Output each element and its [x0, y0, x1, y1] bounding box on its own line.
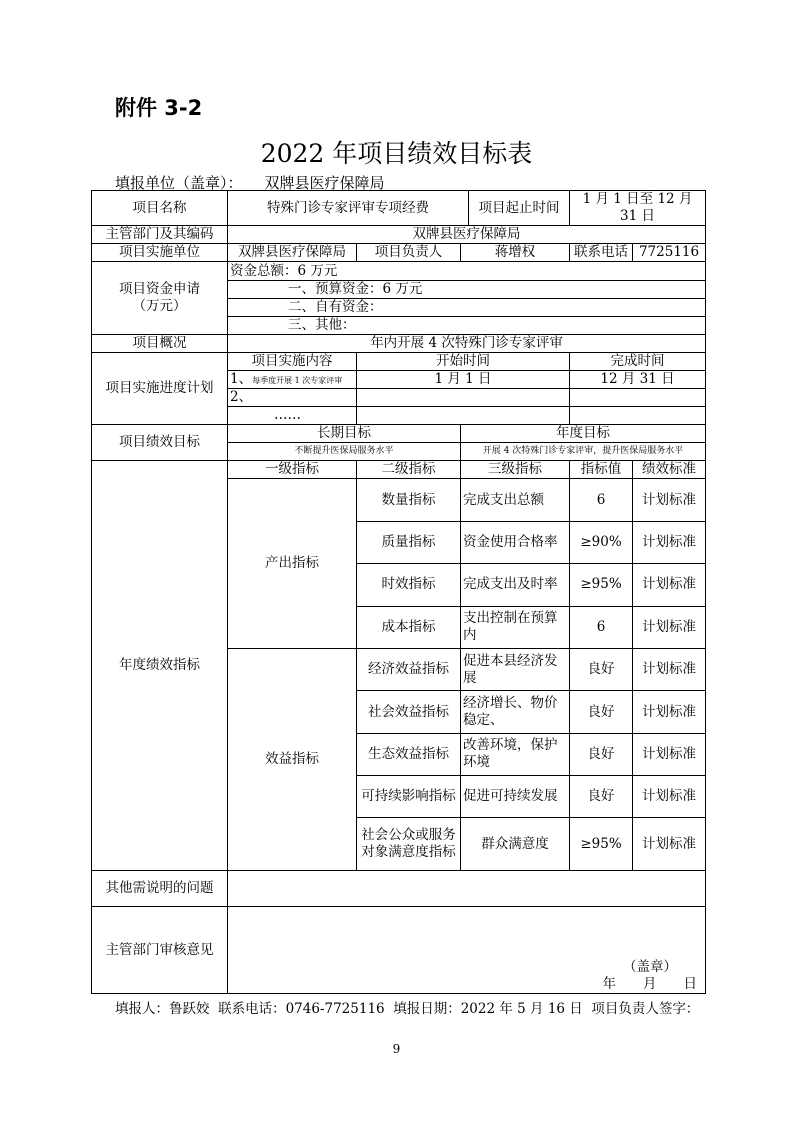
funds-label: 项目资金申请 （万元） — [92, 262, 228, 334]
funds-total: 资金总额：6 万元 — [228, 262, 706, 280]
ind-value: ≥95% — [570, 818, 633, 870]
ind-std: 计划标准 — [633, 564, 706, 606]
table-row — [92, 907, 706, 994]
funds-budget: 一、预算资金：6 万元 — [228, 280, 706, 298]
ind-l2: 生态效益指标 — [357, 733, 461, 775]
reporting-unit-value: 双牌县医疗保障局 — [264, 174, 385, 192]
ind-l2: 经济效益指标 — [357, 648, 461, 690]
overview-label: 项目概况 — [92, 334, 228, 352]
schedule-item-2: 2、 — [228, 388, 357, 406]
ind-head-l3: 三级指标 — [461, 461, 570, 479]
schedule-item-1-end: 12 月 31 日 — [570, 370, 706, 388]
footer-info: 填报人：鲁跃姣 联系电话：0746-7725116 填报日期：2022 年 5 月 16 日 项目负责人签字： — [115, 1001, 700, 1017]
ind-std: 计划标准 — [633, 818, 706, 870]
ind-head-value: 指标值 — [570, 461, 633, 479]
ind-l2: 可持续影响指标 — [357, 776, 461, 818]
date-note: 年 月 日 — [602, 976, 698, 993]
table-row — [92, 870, 706, 906]
ind-value: 6 — [570, 479, 633, 521]
ind-l2: 成本指标 — [357, 606, 461, 648]
page-number: 9 — [392, 1042, 401, 1056]
project-name-label: 项目名称 — [92, 191, 228, 226]
project-period: 1 月 1 日至 12 月 31 日 — [570, 191, 706, 226]
goals-year: 开展 4 次特殊门诊专家评审，提升医保局服务水平 — [461, 443, 706, 461]
ind-l2: 社会效益指标 — [357, 691, 461, 733]
overview: 年内开展 4 次特殊门诊专家评审 — [228, 334, 706, 352]
table-row — [92, 352, 706, 370]
schedule-head-end: 完成时间 — [570, 352, 706, 370]
ind-value: 6 — [570, 606, 633, 648]
schedule-item-1 — [228, 370, 357, 388]
schedule-item-2-end — [570, 388, 706, 406]
schedule-head-start: 开始时间 — [357, 352, 570, 370]
review-label: 主管部门审核意见 — [92, 907, 228, 994]
ind-l2: 质量指标 — [357, 521, 461, 563]
seal-note: （盖章） — [623, 959, 678, 976]
project-period-label: 项目起止时间 — [469, 191, 570, 226]
ind-head-std: 绩效标准 — [633, 461, 706, 479]
schedule-head-content: 项目实施内容 — [228, 352, 357, 370]
table-row — [92, 334, 706, 352]
phone-label: 联系电话 — [570, 244, 633, 262]
impl-unit-label: 项目实施单位 — [92, 244, 228, 262]
table-row — [92, 262, 706, 280]
goals-long: 不断提升医保局服务水平 — [228, 443, 461, 461]
table-row — [92, 226, 706, 244]
supervisor: 双牌县医疗保障局 — [228, 226, 706, 244]
funds-other: 三、其他： — [228, 316, 706, 334]
table-row — [92, 191, 706, 226]
ind-l3: 完成支出总额 — [461, 479, 570, 521]
table-row — [92, 244, 706, 262]
ind-l3: 支出控制在预算内 — [461, 606, 570, 648]
ind-value: ≥90% — [570, 521, 633, 563]
ind-l3: 促进可持续发展 — [461, 776, 570, 818]
ind-l2: 时效指标 — [357, 564, 461, 606]
other-issues-label: 其他需说明的问题 — [92, 870, 228, 906]
impl-unit: 双牌县医疗保障局 — [228, 244, 357, 262]
project-name: 特殊门诊专家评审专项经费 — [228, 191, 469, 226]
schedule-item-1-num: 1、 — [230, 370, 253, 387]
ind-l2: 社会公众或服务对象满意度指标 — [357, 818, 461, 870]
ind-l3: 完成支出及时率 — [461, 564, 570, 606]
table-row — [92, 461, 706, 479]
ind-l3: 促进本县经济发展 — [461, 648, 570, 690]
ind-l2: 数量指标 — [357, 479, 461, 521]
annual-indicators-label: 年度绩效指标 — [92, 461, 228, 870]
reporting-unit-label: 填报单位（盖章）： — [115, 174, 243, 192]
benefit-indicators-label: 效益指标 — [228, 648, 357, 870]
ind-value: 良好 — [570, 648, 633, 690]
goals-long-head: 长期目标 — [228, 425, 461, 443]
ind-head-l2: 二级指标 — [357, 461, 461, 479]
ind-l3: 改善环境，保护环境 — [461, 733, 570, 775]
goals-year-head: 年度目标 — [461, 425, 706, 443]
page-title: 2022 年项目绩效目标表 — [260, 139, 533, 168]
ind-std: 计划标准 — [633, 733, 706, 775]
ind-std: 计划标准 — [633, 776, 706, 818]
other-issues-value — [228, 870, 706, 906]
table-row — [92, 425, 706, 443]
schedule-item-1-start: 1 月 1 日 — [357, 370, 570, 388]
schedule-item-2-start — [357, 388, 570, 406]
schedule-ellipsis: …… — [228, 406, 357, 424]
ind-l3: 群众满意度 — [461, 818, 570, 870]
attachment-label: 附件 3-2 — [115, 96, 203, 120]
ind-l3: 经济增长、物价稳定、 — [461, 691, 570, 733]
ind-std: 计划标准 — [633, 479, 706, 521]
ind-value: 良好 — [570, 776, 633, 818]
ind-std: 计划标准 — [633, 691, 706, 733]
performance-table — [91, 190, 706, 994]
funds-own: 二、自有资金： — [228, 298, 706, 316]
review-value — [228, 907, 706, 994]
schedule-item-1-text: 每季度开展 1 次专家评审 — [252, 375, 343, 385]
ind-head-l1: 一级指标 — [228, 461, 357, 479]
leader: 蒋增权 — [461, 244, 570, 262]
schedule-label: 项目实施进度计划 — [92, 352, 228, 424]
supervisor-label: 主管部门及其编码 — [92, 226, 228, 244]
phone: 7725116 — [633, 244, 706, 262]
schedule-item-3-end — [570, 406, 706, 424]
ind-value: ≥95% — [570, 564, 633, 606]
leader-label: 项目负责人 — [357, 244, 461, 262]
ind-std: 计划标准 — [633, 606, 706, 648]
ind-std: 计划标准 — [633, 521, 706, 563]
ind-std: 计划标准 — [633, 648, 706, 690]
schedule-item-3-start — [357, 406, 570, 424]
ind-l3: 资金使用合格率 — [461, 521, 570, 563]
ind-value: 良好 — [570, 733, 633, 775]
goals-label: 项目绩效目标 — [92, 425, 228, 461]
ind-value: 良好 — [570, 691, 633, 733]
output-indicators-label: 产出指标 — [228, 479, 357, 648]
